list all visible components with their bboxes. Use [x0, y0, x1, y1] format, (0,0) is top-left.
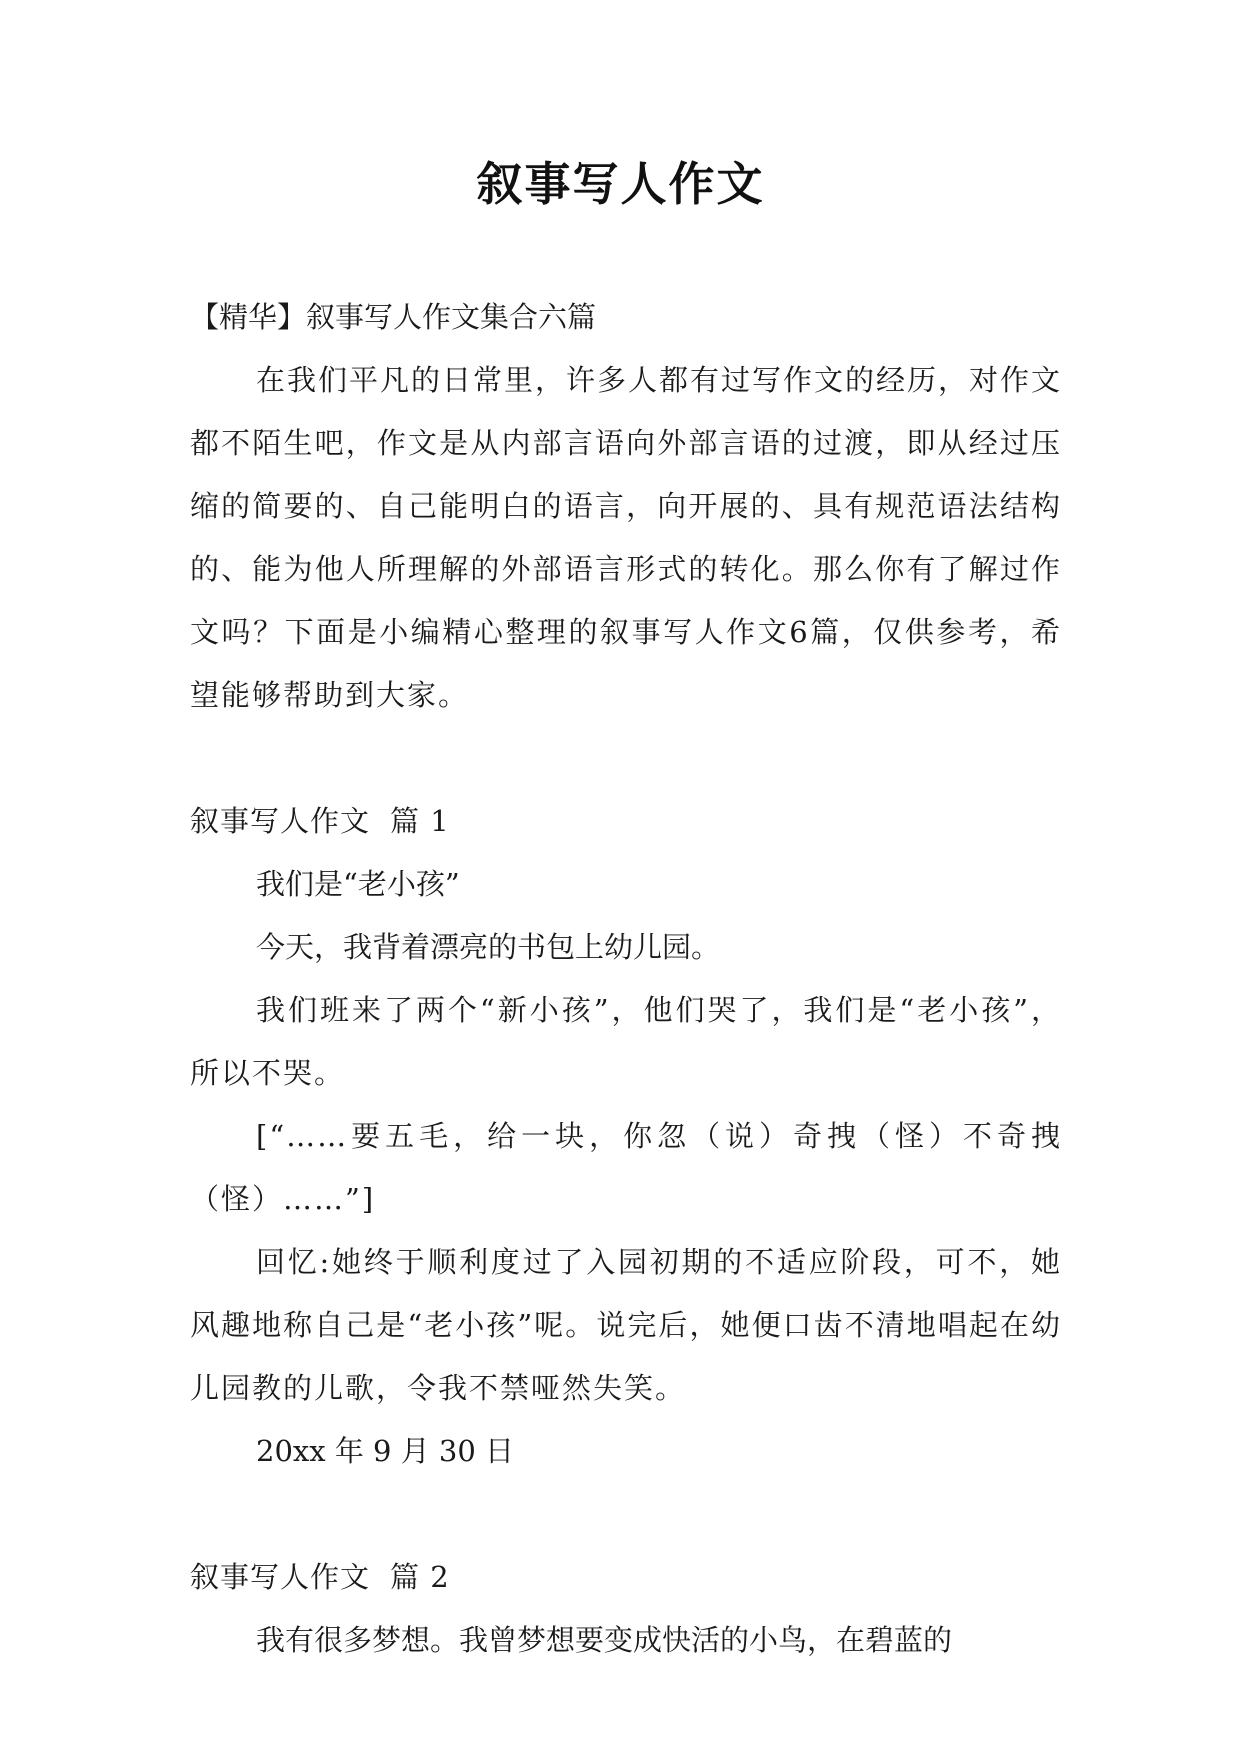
- section-paragraph: 我们是“老小孩”: [256, 867, 460, 901]
- section-paragraph: 我有很多梦想。我曾梦想要变成快活的小鸟，在碧蓝的: [256, 1623, 953, 1657]
- section-heading: [190, 1546, 1062, 1609]
- section-paragraph: [“……要五毛，给一块，你忽（说）奇拽（怪）不奇拽（怪）……”]: [190, 1119, 1062, 1216]
- section-heading: [190, 790, 1062, 853]
- section-2: [190, 1546, 1062, 1672]
- section-heading-number: 篇 2: [390, 1560, 450, 1594]
- document-subtitle: 【精华】叙事写人作文集合六篇: [190, 300, 597, 334]
- intro-paragraph: 在我们平凡的日常里，许多人都有过写作文的经历，对作文都不陌生吧，作文是从内部言语向外部言语的过渡，即从经过压缩的简要的、自己能明白的语言，向开展的、具有规范语法结构的、能为他人所理解的外部语言形式的转化。那么你有了解过作文吗？下面是小编精心整理的叙事写人作文6篇，仅供参考，希望能够帮助到大家。: [190, 363, 1063, 712]
- section-heading-number: 篇 1: [390, 804, 450, 838]
- section-paragraph: 我们班来了两个“新小孩”，他们哭了，我们是“老小孩”，所以不哭。: [190, 993, 1062, 1090]
- section-paragraph: 回忆:她终于顺利度过了入园初期的不适应阶段，可不，她风趣地称自己是“老小孩”呢。说完后，她便口齿不清地唱起在幼儿园教的儿歌，令我不禁哑然失笑。: [190, 1245, 1062, 1405]
- document-title: 叙事写人作文: [476, 157, 765, 211]
- section-heading-title: 叙事写人作文: [190, 1560, 371, 1594]
- section-date: 20xx 年 9 月 30 日: [256, 1434, 515, 1468]
- section-paragraph: 今天，我背着漂亮的书包上幼儿园。: [256, 930, 721, 964]
- section-gap: [190, 1483, 1062, 1546]
- section-heading-title: 叙事写人作文: [190, 804, 371, 838]
- section-1: [190, 790, 1062, 1483]
- section-gap: [190, 727, 1062, 790]
- document-body: [190, 286, 1062, 1672]
